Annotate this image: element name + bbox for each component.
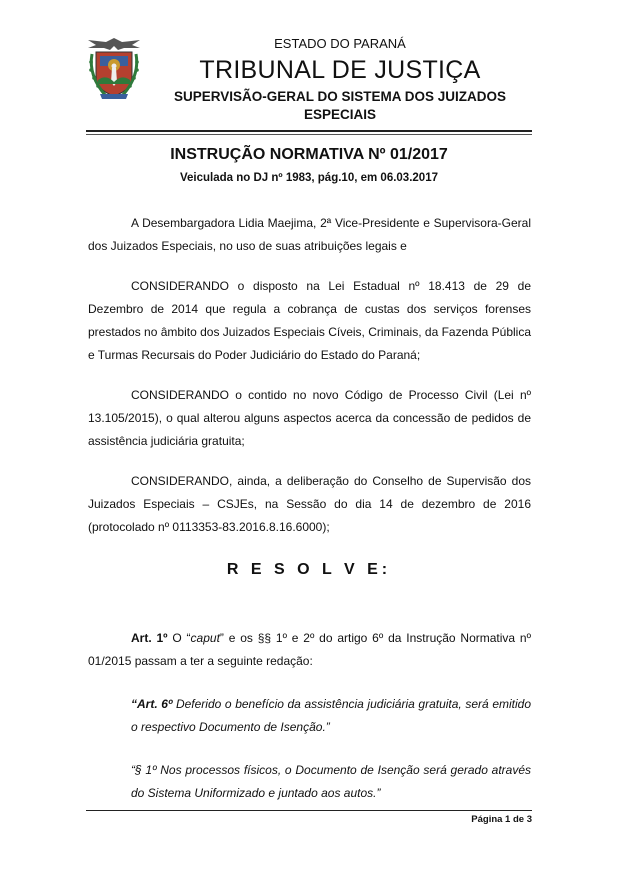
publication-note: Veiculada no DJ nº 1983, pág.10, em 06.03.2017 <box>180 172 438 184</box>
resolve-heading: R E S O L V E: <box>226 561 392 578</box>
considerando-2-paragraph: CONSIDERANDO o contido no novo Código de Processo Civil (Lei nº 13.105/2015), o qual alterou alguns aspectos acerca da concessão de pedidos de assistência judiciária gratuita; <box>88 388 531 448</box>
division-line-1: SUPERVISÃO-GERAL DO SISTEMA DOS JUIZADOS <box>173 89 507 104</box>
state-name: ESTADO DO PARANÁ <box>274 36 406 51</box>
considerando-1-paragraph: CONSIDERANDO o disposto na Lei Estadual nº 18.413 de 29 de Dezembro de 2014 que regula a cobrança de custas dos serviços forenses prestados no âmbito dos Juizados Especiais Cíveis, Criminais, da Fazenda Pública e Turmas Recursais do Poder Judiciário do Estado do Paraná; <box>88 279 531 362</box>
considerando-3-paragraph: CONSIDERANDO, ainda, a deliberação do Conselho de Supervisão dos Juizados Especiais – CSJEs, na Sessão do dia 14 de dezembro de 2016 (protocolado nº 0113353-83.2016.8.16.6000); <box>88 474 531 534</box>
header-divider <box>86 130 532 132</box>
division-line-2: ESPECIAIS <box>303 107 377 122</box>
article-1-label: Art. 1º <box>131 631 168 645</box>
quote-article-6-text: Deferido o benefício da assistência judiciária gratuita, será emitido o respectivo Documento de Isenção.” <box>131 697 531 734</box>
footer-divider <box>86 810 532 811</box>
header-divider-thin <box>86 134 532 135</box>
article-1-caput: caput <box>190 631 220 645</box>
quote-paragraph-1: “§ 1º Nos processos físicos, o Documento de Isenção será gerado através do Sistema Uniformizado e juntado aos autos.” <box>131 763 531 800</box>
court-name: TRIBUNAL DE JUSTIÇA <box>199 56 481 84</box>
division-name <box>150 88 530 124</box>
document-title: INSTRUÇÃO NORMATIVA Nº 01/2017 <box>170 146 448 163</box>
article-1-text-before: O “ <box>172 631 191 645</box>
article-1-paragraph <box>88 627 531 673</box>
page-number: Página 1 de 3 <box>471 814 532 825</box>
parana-coat-of-arms-icon <box>84 36 144 102</box>
intro-paragraph: A Desembargadora Lidia Maejima, 2ª Vice-Presidente e Supervisora-Geral dos Juizados Especiais, no uso de suas atribuições legais e <box>88 216 531 253</box>
article-1-text-after: ” e os §§ 1º e 2º do artigo 6º da Instrução Normativa nº 01/2015 passam a ter a seguinte redação: <box>88 631 531 668</box>
quote-article-6 <box>131 693 531 739</box>
quote-article-6-label: “Art. 6º <box>131 697 173 711</box>
